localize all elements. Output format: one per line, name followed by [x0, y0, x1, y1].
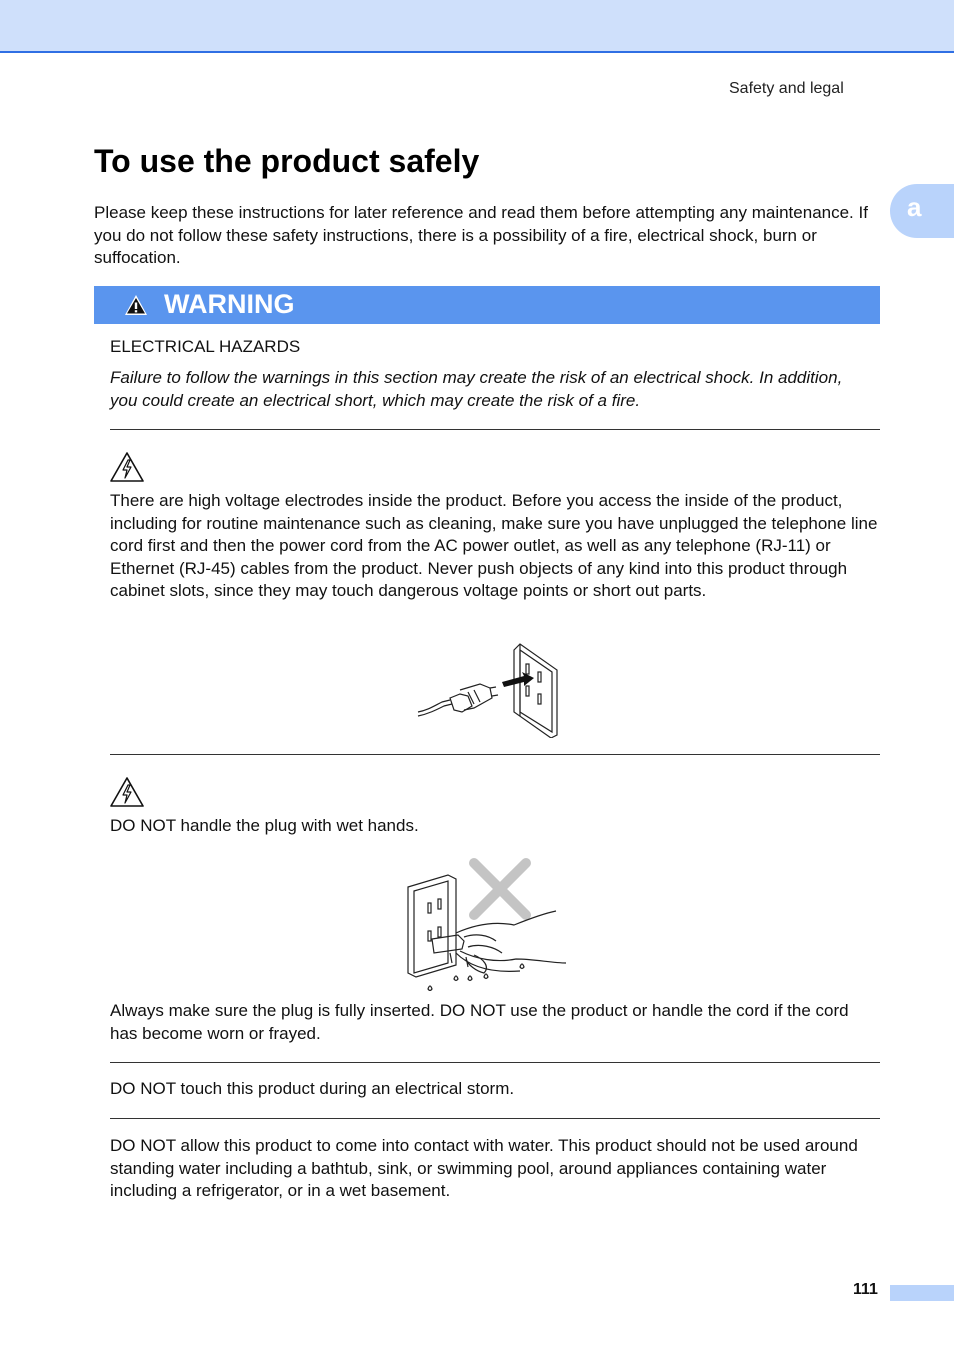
header-band [0, 0, 954, 53]
page-title: To use the product safely [94, 143, 480, 179]
divider [110, 429, 880, 430]
high-voltage-paragraph: There are high voltage electrodes inside the product. Before you access the inside of the product, including for routine maintenance such as cleaning, make sure you have unplugged the telephone line cord first and then the power cord from the AC power outlet, as well as any telephone (RJ-11) or Ethernet (RJ-45) cables from the product. Never push objects of any kind into this product through cabinet slots, since they may touch dangerous voltage points or short out parts. [110, 491, 878, 600]
intro-paragraph: Please keep these instructions for later reference and read them before attempting any maintenance. If you do not follow these safety instructions, there is a possibility of a fire, electrical shock, burn or suffocation. [94, 203, 868, 267]
plug-inserted-paragraph: Always make sure the plug is fully inserted. DO NOT use the product or handle the cord if the cord has become worn or frayed. [110, 1001, 849, 1043]
water-contact-warning: DO NOT allow this product to come into contact with water. This product should not be used around standing water including a bathtub, sink, or swimming pool, around appliances containing water including a refrigerator, or in a wet basement. [110, 1136, 858, 1200]
electrical-storm-warning: DO NOT touch this product during an electrical storm. [110, 1079, 515, 1098]
chapter-tab[interactable] [890, 184, 954, 238]
divider [110, 1118, 880, 1119]
chapter-tab-label: a [907, 192, 922, 222]
page-corner-tab [890, 1285, 954, 1301]
section-header: Safety and legal [729, 80, 844, 97]
electrical-hazards-heading: ELECTRICAL HAZARDS [110, 337, 301, 356]
electric-shock-icon [109, 776, 145, 808]
page-number: 111 [853, 1281, 878, 1298]
divider [110, 1062, 880, 1063]
unplug-power-cord-illustration [416, 640, 562, 738]
electric-shock-icon [109, 451, 145, 483]
wet-hands-warning: DO NOT handle the plug with wet hands. [110, 816, 419, 835]
electrical-hazards-description: Failure to follow the warnings in this section may create the risk of an electrical shock. In addition, you could create an electrical short, which may create the risk of a fire. [110, 368, 843, 410]
warning-triangle-icon [124, 294, 148, 316]
warning-banner [94, 286, 880, 324]
warning-label: WARNING [164, 289, 295, 319]
divider [110, 754, 880, 755]
wet-hands-plug-prohibited-illustration [404, 855, 570, 991]
